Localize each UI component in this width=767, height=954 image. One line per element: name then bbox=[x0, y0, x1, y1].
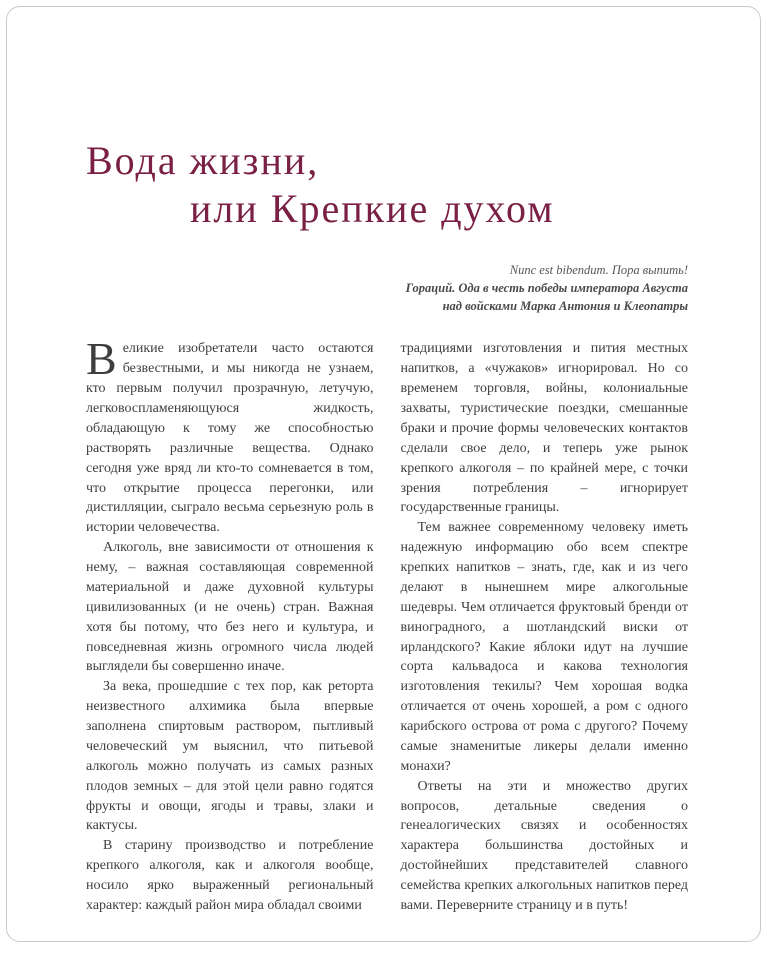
drop-cap: В bbox=[86, 333, 117, 385]
epigraph-attribution-line2: над войсками Марка Антония и Клеопатры bbox=[442, 299, 688, 314]
paragraph: традициями изготовления и пития местных напитков, а «чужаков» игнорировал. Но со временем торговля, войны, колониальные захваты, туристические поездки, смешанные браки и прочие формы человеческих контактов сделали свое дело, и теперь уже рынок крепкого алкоголя – по крайней мере, с точки зрения потребления – игнорирует государственные границы. bbox=[400, 341, 688, 516]
epigraph-attribution-line1: Гораций. Ода в честь победы императора Августа bbox=[405, 281, 688, 296]
epigraph-quote: Nunc est bibendum. Пора выпить! bbox=[509, 263, 688, 277]
page-content bbox=[7, 7, 760, 916]
chapter-title bbox=[86, 139, 688, 231]
paragraph: В старину производство и потребление крепкого алкоголя, как и алкоголя вообще, носило ярко выраженный региональный характер: каждый район мира обладал своими bbox=[86, 838, 374, 913]
paragraph: За века, прошедшие с тех пор, как реторта неизвестного алхимика была впервые заполнена спиртовым раствором, пытливый человеческий ум выяснил, что питьевой алкоголь можно получать из самых разных плодов земных – для этой цели равно годятся фрукты и овощи, ягоды и травы, злаки и кактусы. bbox=[86, 679, 374, 834]
paragraph: Алкоголь, вне зависимости от отношения к нему, – важная составляющая современной материальной и даже духовной культуры цивилизованных (и не очень) стран. Важная хотя бы потому, что без него и культура, и повседневная жизнь огромного числа людей выглядели бы совершенно иначе. bbox=[86, 540, 374, 675]
paragraph: Ответы на эти и множество других вопросов, детальные сведения о генеалогических связях и особенностях характера большинства достойных и достойнейших представителей славного семейства крепких алкогольных напитков перед вами. Переверните страницу и в путь! bbox=[400, 778, 688, 913]
page-frame bbox=[6, 6, 761, 942]
paragraph: Тем важнее современному человеку иметь надежную информацию обо всем спектре крепких напитков – знать, где, как и из чего делают в нынешнем мире алкогольные шедевры. Чем отличается фруктовый бренди от виноградного, а шотландский виски от ирландского? Какие яблоки идут на лучшие сорта кальвадоса и какова технология изготовления текилы? Чем хорошая водка отличается от очень хорошей, а ром с одного карибского острова от рома с другого? Почему самые знаменитые ликеры делали именно монахи? bbox=[400, 520, 688, 774]
right-column bbox=[401, 339, 689, 915]
paragraph: Великие изобретатели часто остаются безвестными, и мы никогда не узнаем, кто первым получил прозрачную, летучую, легковоспламеняющуюся жидкость, обладающую к тому же способностью растворять различные вещества. Однако сегодня уже вряд ли кто-то сомневается в том, что открытие процесса перегонки, или дистилляции, сыграло весьма серьезную роль в истории человечества. bbox=[86, 333, 374, 536]
chapter-title-line2: или Крепкие духом bbox=[190, 186, 555, 231]
epigraph bbox=[86, 261, 688, 315]
chapter-title-line1: Вода жизни, bbox=[86, 138, 320, 183]
text-columns bbox=[86, 333, 688, 915]
left-column bbox=[86, 333, 374, 915]
